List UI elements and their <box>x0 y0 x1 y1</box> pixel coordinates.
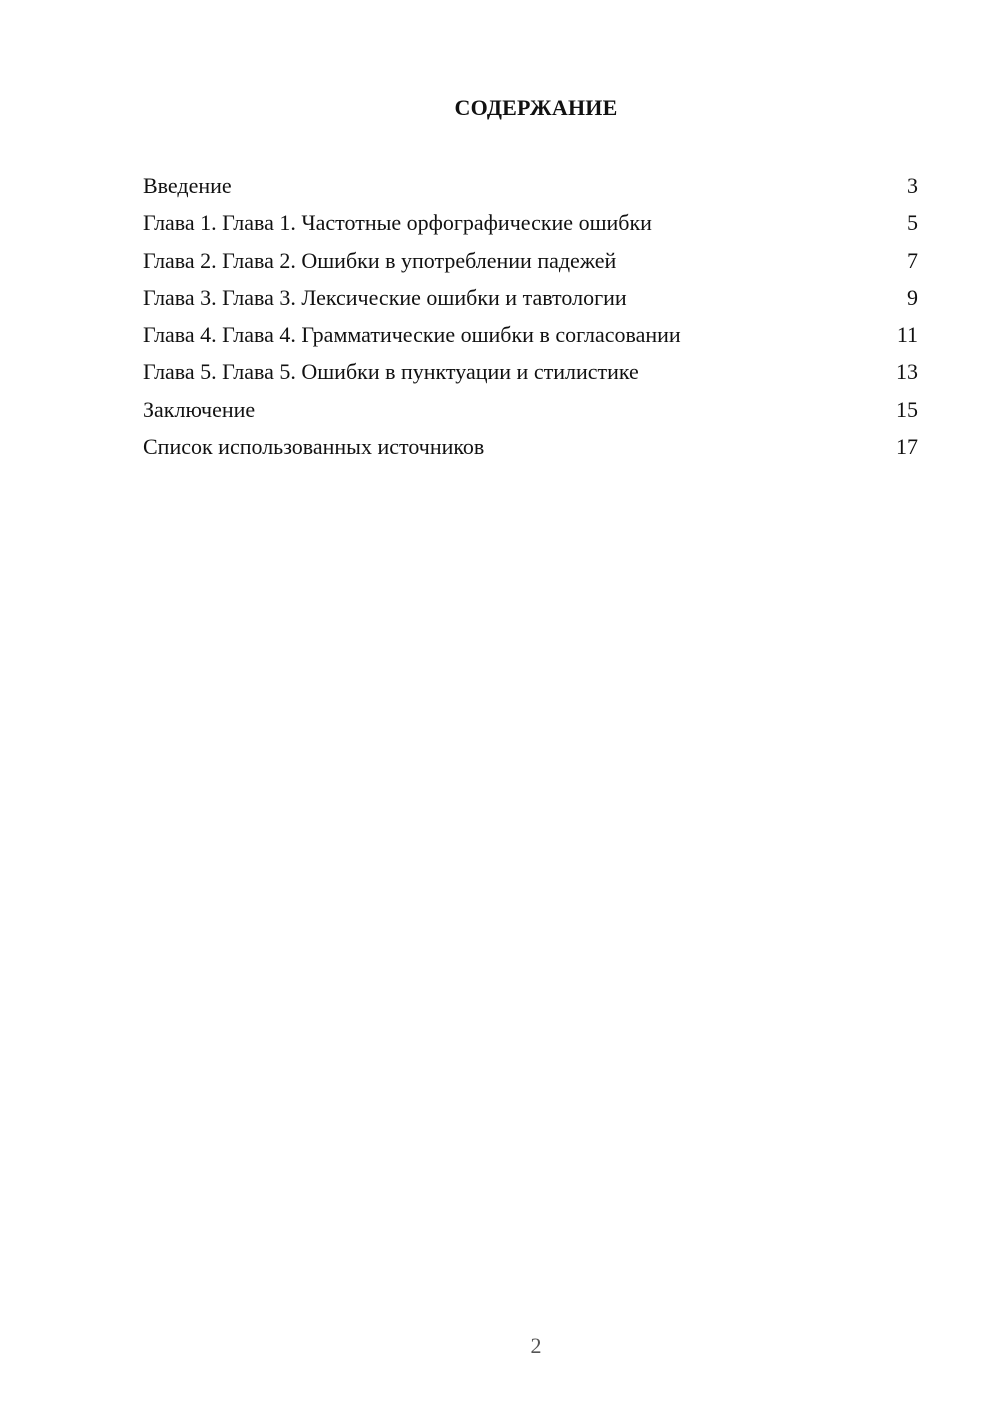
toc-entry-conclusion[interactable] <box>143 391 918 428</box>
toc-entry-title: Введение <box>143 173 232 198</box>
toc-entry-title: Глава 4. Глава 4. Грамматические ошибки в согласовании <box>143 322 681 348</box>
toc-entry-page: 17 <box>896 434 918 460</box>
toc-entry-title: Глава 3. Глава 3. Лексические ошибки и тавтологии <box>143 284 627 310</box>
toc-entry-page: 13 <box>896 359 918 385</box>
toc-entry-page: 7 <box>907 247 918 273</box>
toc-entry-chapter-2[interactable] <box>143 242 918 279</box>
toc-entry-title: Глава 5. Глава 5. Ошибки в пунктуации и стилистике <box>143 359 639 385</box>
toc-entry-title: Заключение <box>143 396 256 422</box>
toc-entry-introduction[interactable] <box>143 167 918 204</box>
toc-entry-page: 15 <box>896 396 918 422</box>
toc-entry-page: 3 <box>907 173 918 198</box>
toc-entry-page: 9 <box>907 284 918 310</box>
toc-entry-page: 5 <box>907 210 918 236</box>
toc-heading: СОДЕРЖАНИЕ <box>454 95 618 120</box>
toc-entry-chapter-4[interactable] <box>143 316 918 353</box>
page-number: 2 <box>530 1333 542 1358</box>
toc-entry-chapter-1[interactable] <box>143 204 918 241</box>
toc-entry-title: Глава 1. Глава 1. Частотные орфографические ошибки <box>143 210 652 236</box>
toc-entry-chapter-5[interactable] <box>143 353 918 390</box>
toc-entry-page: 11 <box>896 322 918 348</box>
toc-entry-references[interactable] <box>143 428 918 465</box>
toc-entry-title: Список использованных источников <box>143 434 485 460</box>
toc-entry-chapter-3[interactable] <box>143 279 918 316</box>
toc-entry-title: Глава 2. Глава 2. Ошибки в употреблении падежей <box>143 247 617 273</box>
table-of-contents <box>143 167 918 465</box>
